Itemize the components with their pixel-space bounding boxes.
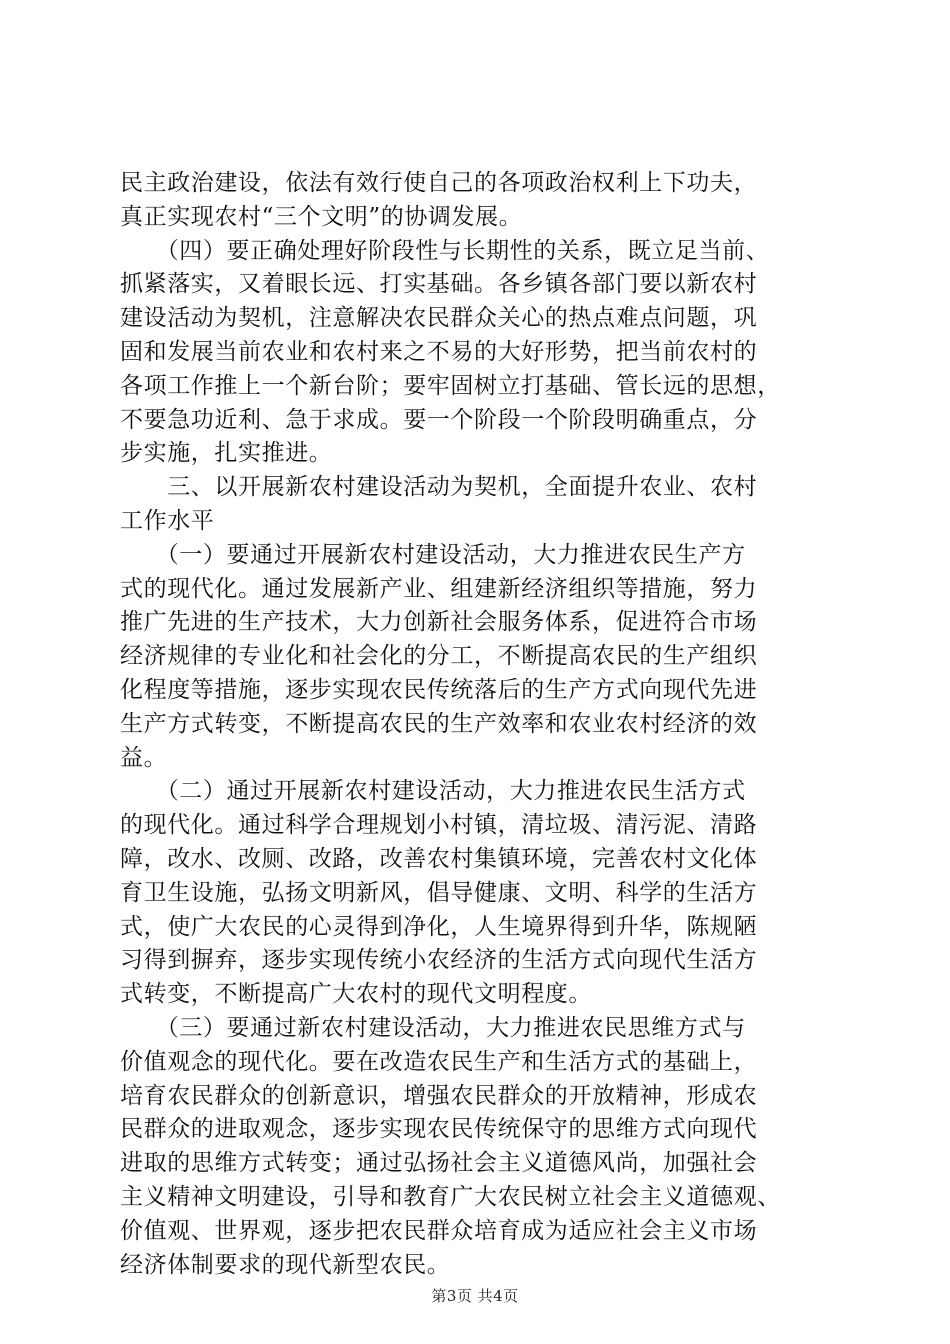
text-line: 建设活动为契机，注意解决农民群众关心的热点难点问题，巩 (120, 305, 758, 331)
text-line: 生产方式转变，不断提高农民的生产效率和农业农村经济的效 (120, 711, 758, 737)
text-line: 主义精神文明建设，引导和教育广大农民树立社会主义道德观、 (120, 1184, 781, 1210)
text-line: 经济规律的专业化和社会化的分工，不断提高农民的生产组织 (120, 643, 758, 669)
text-line: 不要急功近利、急于求成。要一个阶段一个阶段明确重点，分 (120, 407, 758, 433)
text-line: （四）要正确处理好阶段性与长期性的关系，既立足当前、 (120, 238, 770, 264)
text-line: （一）要通过开展新农村建设活动，大力推进农民生产方 (120, 542, 746, 568)
text-line: 真正实现农村“三个文明”的协调发展。 (120, 204, 523, 230)
text-line: 三、以开展新农村建设活动为契机，全面提升农业、农村 (120, 474, 758, 500)
text-line: 固和发展当前农业和农村来之不易的大好形势，把当前农村的 (120, 339, 758, 365)
text-line: 民群众的进取观念，逐步实现农民传统保守的思维方式向现代 (120, 1116, 758, 1142)
text-line: 式转变，不断提高广大农村的现代文明程度。 (120, 981, 592, 1007)
text-line: 各项工作推上一个新台阶；要牢固树立打基础、管长远的思想， (120, 373, 781, 399)
text-line: 价值观、世界观，逐步把农民群众培育成为适应社会主义市场 (120, 1218, 758, 1244)
page-footer: 第3页 共4页 (431, 1287, 519, 1305)
text-line: 化程度等措施，逐步实现农民传统落后的生产方式向现代先进 (120, 677, 758, 703)
text-line: （三）要通过新农村建设活动，大力推进农民思维方式与 (120, 1015, 746, 1041)
text-line: 价值观念的现代化。要在改造农民生产和生活方式的基础上， (120, 1049, 758, 1075)
text-line: 习得到摒弃，逐步实现传统小农经济的生活方式向现代生活方 (120, 947, 758, 973)
text-line: 培育农民群众的创新意识，增强农民群众的开放精神，形成农 (120, 1083, 758, 1109)
text-line: 育卫生设施，弘扬文明新风，倡导健康、文明、科学的生活方 (120, 880, 758, 906)
text-line: 障，改水、改厕、改路，改善农村集镇环境，完善农村文化体 (120, 846, 758, 872)
text-line: 民主政治建设，依法有效行使自己的各项政治权利上下功夫， (120, 170, 758, 196)
text-line: （二）通过开展新农村建设活动，大力推进农民生活方式 (120, 778, 746, 804)
text-line: 推广先进的生产技术，大力创新社会服务体系，促进符合市场 (120, 609, 758, 635)
text-line: 抓紧落实，又着眼长远、打实基础。各乡镇各部门要以新农村 (120, 271, 758, 297)
text-line: 式，使广大农民的心灵得到净化，人生境界得到升华，陈规陋 (120, 914, 758, 940)
text-line: 工作水平 (120, 508, 215, 534)
text-line: 的现代化。通过科学合理规划小村镇，清垃圾、清污泥、清路 (120, 812, 758, 838)
text-line: 益。 (120, 745, 168, 771)
text-line: 经济体制要求的现代新型农民。 (120, 1252, 451, 1278)
text-line: 式的现代化。通过发展新产业、组建新经济组织等措施，努力 (120, 576, 758, 602)
text-line: 进取的思维方式转变；通过弘扬社会主义道德风尚，加强社会 (120, 1150, 758, 1176)
text-line: 步实施，扎实推进。 (120, 440, 333, 466)
